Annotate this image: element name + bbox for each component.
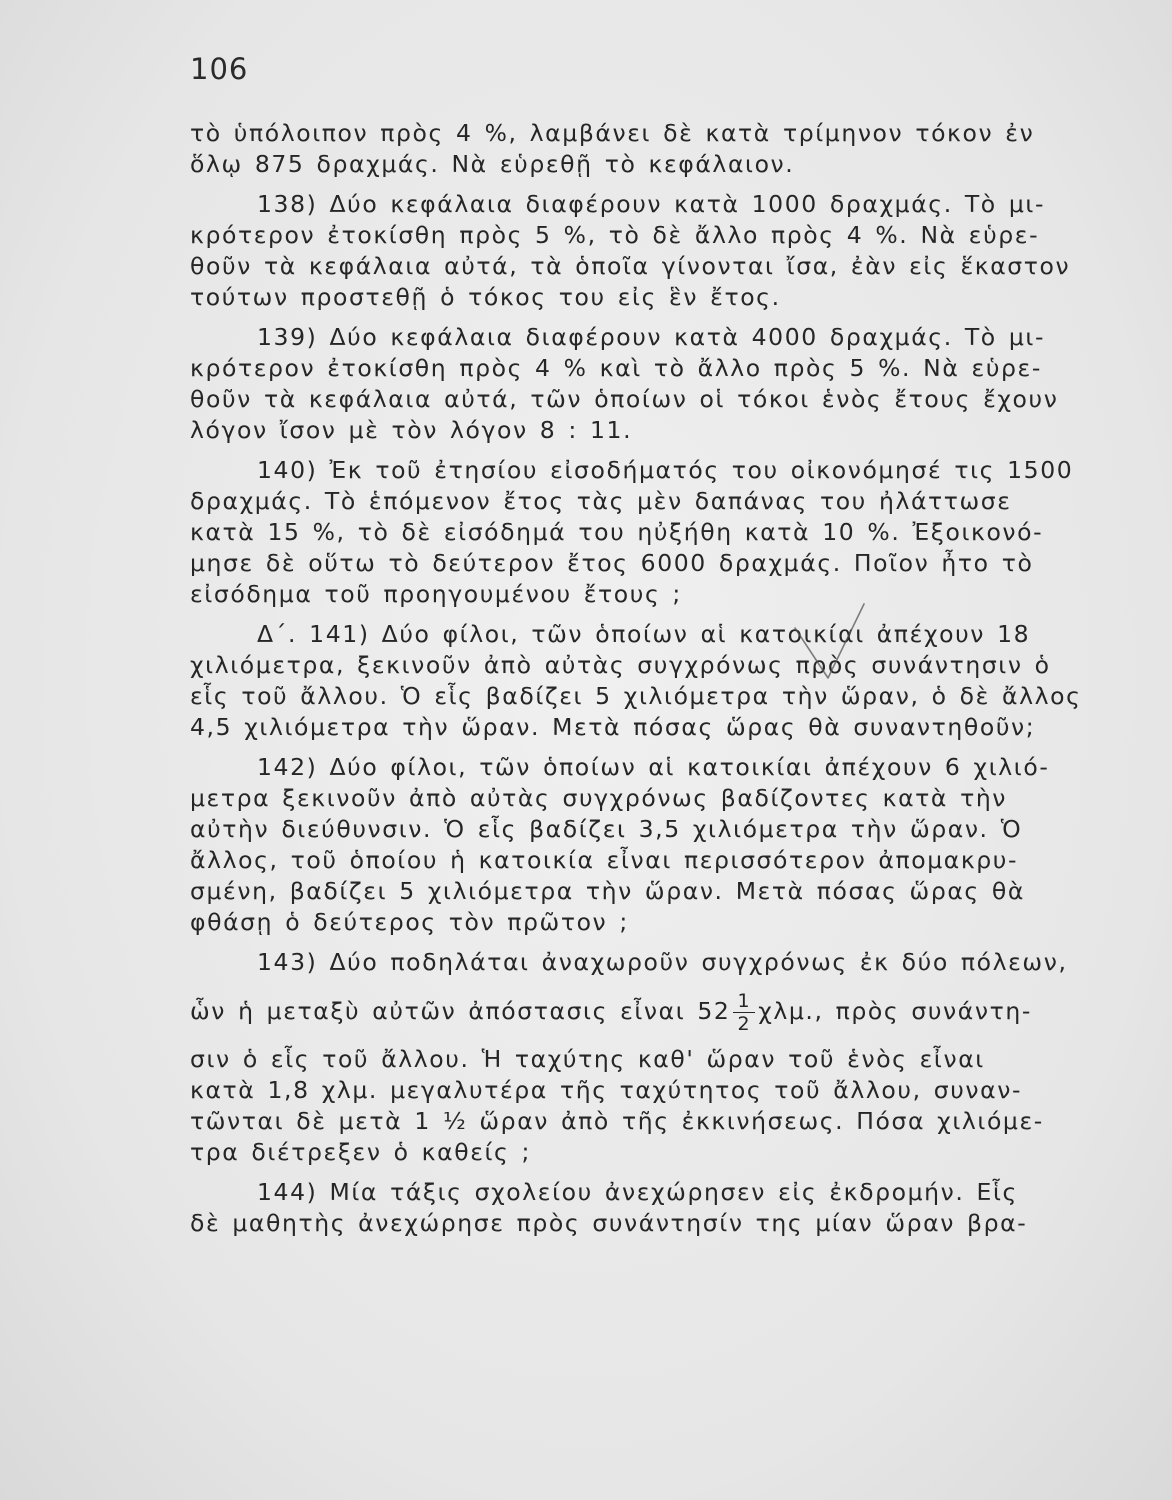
problem-144	[190, 1177, 1158, 1239]
text-line: Δ΄. 141) Δύο φίλοι, τῶν ὁποίων αἱ κατοικίαι ἀπέχουν 18	[257, 620, 1031, 648]
text-segment: ὧν ἡ μεταξὺ αὐτῶν ἀπόστασις εἶναι 52	[190, 997, 731, 1025]
text-line: σιν ὁ εἷς τοῦ ἄλλου. Ἡ ταχύτης καθ' ὥραν τοῦ ἑνὸς εἶναι	[190, 1045, 985, 1073]
text-line: ὅλῳ 875 δραχμάς. Νὰ εὑρεθῇ τὸ κεφάλαιον.	[190, 150, 795, 178]
text-line: εἰσόδημα τοῦ προηγουμένου ἔτους ;	[190, 580, 682, 608]
text-line-with-fraction	[190, 978, 1158, 1044]
text-line: κρότερον ἐτοκίσθη πρὸς 5 %, τὸ δὲ ἄλλο πρὸς 4 %. Νὰ εὑρε-	[190, 221, 1040, 249]
text-line: χιλιόμετρα, ξεκινοῦν ἀπὸ αὐτὰς συγχρόνως πρὸς συνάντησιν ὁ	[190, 651, 1051, 679]
problem-142	[190, 752, 1158, 938]
paragraph-continuation	[190, 118, 1158, 180]
text-line: ἄλλος, τοῦ ὁποίου ἡ κατοικία εἶναι περισσότερον ἀπομακρυ-	[190, 846, 1019, 874]
text-line: τούτων προστεθῇ ὁ τόκος του εἰς ἓν ἔτος.	[190, 283, 781, 311]
page-number: 106	[190, 52, 249, 86]
text-line: κατὰ 15 %, τὸ δὲ εἰσόδημά του ηὐξήθη κατὰ 10 %. Ἐξοικονό-	[190, 518, 1044, 546]
text-line: θοῦν τὰ κεφάλαια αὐτά, τῶν ὁποίων οἱ τόκοι ἑνὸς ἔτους ἔχουν	[190, 385, 1059, 413]
text-line: 143) Δύο ποδηλάται ἀναχωροῦν συγχρόνως ἐκ δύο πόλεων,	[257, 948, 1068, 976]
problem-139	[190, 322, 1158, 446]
fraction-numerator: 1	[733, 990, 755, 1013]
text-line: 140) Ἐκ τοῦ ἐτησίου εἰσοδήματός του οἰκονόμησέ τις 1500	[257, 456, 1074, 484]
text-line: κρότερον ἐτοκίσθη πρὸς 4 % καὶ τὸ ἄλλο πρὸς 5 %. Νὰ εὑρε-	[190, 354, 1042, 382]
text-line: λόγον ἴσον μὲ τὸν λόγον 8 : 11.	[190, 416, 633, 444]
text-line: 138) Δύο κεφάλαια διαφέρουν κατὰ 1000 δραχμάς. Τὸ μι-	[257, 190, 1046, 218]
problem-141	[190, 619, 1158, 743]
fraction-denominator: 2	[737, 1013, 752, 1035]
text-line: τὸ ὑπόλοιπον πρὸς 4 %, λαμβάνει δὲ κατὰ τρίμηνον τόκον ἐν	[190, 119, 1035, 147]
text-line: κατὰ 1,8 χλμ. μεγαλυτέρα τῆς ταχύτητος τοῦ ἄλλου, συναν-	[190, 1076, 1023, 1104]
text-line: σμένη, βαδίζει 5 χιλιόμετρα τὴν ὥραν. Μετὰ πόσας ὥρας θὰ	[190, 877, 1025, 905]
text-line: δὲ μαθητὴς ἀνεχώρησε πρὸς συνάντησίν της μίαν ὥραν βρα-	[190, 1209, 1028, 1237]
text-line: 144) Μία τάξις σχολείου ἀνεχώρησεν εἰς ἐκδρομήν. Εἷς	[257, 1178, 1018, 1206]
fraction	[733, 990, 755, 1035]
text-line: θοῦν τὰ κεφάλαια αὐτά, τὰ ὁποῖα γίνονται ἴσα, ἐὰν εἰς ἕκαστον	[190, 252, 1071, 280]
problem-138	[190, 189, 1158, 313]
text-line: δραχμάς. Τὸ ἑπόμενον ἔτος τὰς μὲν δαπάνας του ἠλάττωσε	[190, 487, 1012, 515]
text-line: 4,5 χιλιόμετρα τὴν ὥραν. Μετὰ πόσας ὥρας θὰ συναντηθοῦν;	[190, 713, 1036, 741]
text-line: μετρα ξεκινοῦν ἀπὸ αὐτὰς συγχρόνως βαδίζοντες κατὰ τὴν	[190, 784, 1008, 812]
text-line: αὐτὴν διεύθυνσιν. Ὁ εἷς βαδίζει 3,5 χιλιόμετρα τὴν ὥραν. Ὁ	[190, 815, 1023, 843]
text-line: τρα διέτρεξεν ὁ καθείς ;	[190, 1138, 532, 1166]
page-text	[190, 118, 1158, 1248]
text-segment: χλμ., πρὸς συνάντη-	[758, 997, 1032, 1025]
text-line: μησε δὲ οὕτω τὸ δεύτερον ἔτος 6000 δραχμάς. Ποῖον ἦτο τὸ	[190, 549, 1034, 577]
problem-140	[190, 455, 1158, 610]
problem-143	[190, 947, 1158, 1168]
text-line: φθάσῃ ὁ δεύτερος τὸν πρῶτον ;	[190, 908, 629, 936]
text-line: εἷς τοῦ ἄλλου. Ὁ εἷς βαδίζει 5 χιλιόμετρα τὴν ὥραν, ὁ δὲ ἄλλος	[190, 682, 1082, 710]
text-line: 139) Δύο κεφάλαια διαφέρουν κατὰ 4000 δραχμάς. Τὸ μι-	[257, 323, 1046, 351]
handwritten-checkmark-icon	[790, 600, 870, 690]
text-line: τῶνται δὲ μετὰ 1 ½ ὥραν ἀπὸ τῆς ἐκκινήσεως. Πόσα χιλιόμε-	[190, 1107, 1044, 1135]
text-line: 142) Δύο φίλοι, τῶν ὁποίων αἱ κατοικίαι ἀπέχουν 6 χιλιό-	[257, 753, 1050, 781]
